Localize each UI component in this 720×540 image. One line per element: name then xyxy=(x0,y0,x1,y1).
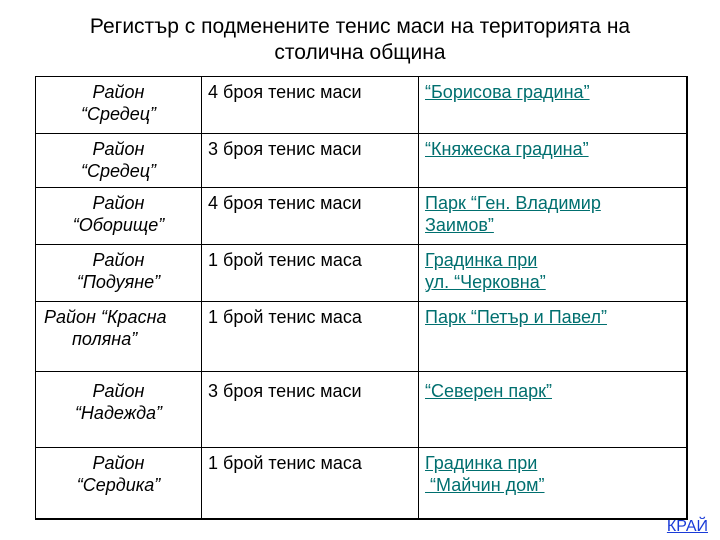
table-count-cell xyxy=(202,77,419,134)
table-count-cell xyxy=(202,134,419,188)
slide-title-line-2: столична община xyxy=(274,41,446,64)
slide-title-line-1: Регистър с подменените тенис маси на територията на xyxy=(89,15,631,38)
district-line: Район xyxy=(92,193,145,213)
location-link[interactable]: Градинка при xyxy=(425,453,538,473)
location-cell xyxy=(419,134,687,188)
district-line: Район “Красна xyxy=(44,307,167,327)
table-count-cell xyxy=(202,245,419,302)
district-cell xyxy=(36,372,202,448)
count-text: 3 броя тенис маси xyxy=(208,139,362,159)
location-link[interactable]: “Майчин дом” xyxy=(425,475,545,495)
district-line: Район xyxy=(92,381,145,401)
count-text: 1 брой тенис маса xyxy=(208,453,362,473)
location-link[interactable]: “Борисова градина” xyxy=(425,82,590,102)
district-cell xyxy=(36,448,202,519)
table-row xyxy=(36,245,687,302)
district-cell xyxy=(36,77,202,134)
district-line: “Подуяне” xyxy=(76,272,161,292)
table-count-cell xyxy=(202,188,419,245)
district-line: Район xyxy=(92,139,145,159)
district-line: “Оборище” xyxy=(72,215,165,235)
end-link[interactable]: КРАЙ xyxy=(666,518,708,535)
location-link[interactable]: Парк “Ген. Владимир xyxy=(425,193,601,213)
district-line: Район xyxy=(92,82,145,102)
count-text: 4 броя тенис маси xyxy=(208,82,362,102)
slide-title xyxy=(20,14,700,66)
district-line: Район xyxy=(92,250,145,270)
table-row xyxy=(36,134,687,188)
table-row xyxy=(36,448,687,519)
registry-table xyxy=(35,76,688,520)
district-line: “Средец” xyxy=(80,104,157,124)
location-cell xyxy=(419,302,687,372)
district-line: “Надежда” xyxy=(74,403,163,423)
table-row xyxy=(36,188,687,245)
table-row xyxy=(36,77,687,134)
count-text: 1 брой тенис маса xyxy=(208,307,362,327)
table-count-cell xyxy=(202,448,419,519)
location-cell xyxy=(419,245,687,302)
district-cell xyxy=(36,188,202,245)
location-cell xyxy=(419,448,687,519)
count-text: 4 броя тенис маси xyxy=(208,193,362,213)
location-cell xyxy=(419,188,687,245)
district-line: “Средец” xyxy=(80,161,157,181)
location-link[interactable]: “Княжеска градина” xyxy=(425,139,589,159)
district-line: поляна” xyxy=(72,329,138,349)
location-link[interactable]: Парк “Петър и Павел” xyxy=(425,307,607,327)
district-cell xyxy=(36,245,202,302)
table-count-cell xyxy=(202,372,419,448)
location-link[interactable]: Градинка при xyxy=(425,250,538,270)
district-cell xyxy=(36,302,202,372)
district-line: “Сердика” xyxy=(76,475,161,495)
table-count-cell xyxy=(202,302,419,372)
location-link[interactable]: ул. “Черковна” xyxy=(425,272,546,292)
district-line: Район xyxy=(92,453,145,473)
table-row xyxy=(36,372,687,448)
location-link[interactable]: “Северен парк” xyxy=(425,381,552,401)
table-row xyxy=(36,302,687,372)
district-cell xyxy=(36,134,202,188)
location-link[interactable]: Заимов” xyxy=(425,215,494,235)
count-text: 1 брой тенис маса xyxy=(208,250,362,270)
location-cell xyxy=(419,77,687,134)
location-cell xyxy=(419,372,687,448)
count-text: 3 броя тенис маси xyxy=(208,381,362,401)
